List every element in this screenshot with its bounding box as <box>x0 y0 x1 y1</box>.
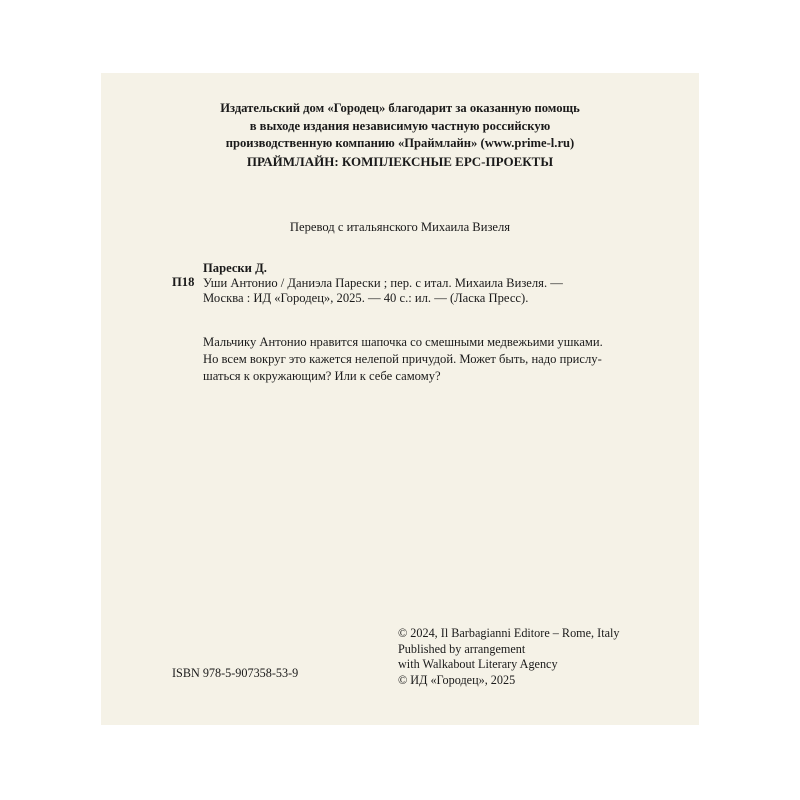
catalog-line: Уши Антонио / Даниэла Парески ; пер. с итал. Михаила Визеля. — <box>203 276 563 290</box>
copyright-line: © 2024, Il Barbagianni Editore – Rome, Italy <box>398 626 620 640</box>
copyright-block <box>398 626 688 688</box>
sponsor-line: в выходе издания независимую частную российскую <box>249 118 551 133</box>
catalog-author: Парески Д. <box>203 261 267 275</box>
isbn: ISBN 978-5-907358-53-9 <box>172 666 299 680</box>
annotation-line: шаться к окружающим? Или к себе самому? <box>203 369 441 384</box>
catalog-code: П18 <box>172 275 195 289</box>
bibliographic-record <box>203 261 603 306</box>
catalog-line: Москва : ИД «Городец», 2025. — 40 с.: ил. — (Ласка Пресс). <box>203 291 529 305</box>
annotation-line: Но всем вокруг это кажется нелепой причудой. Может быть, надо прислу- <box>203 352 602 367</box>
copyright-line: Published by arrangement <box>398 641 526 656</box>
sponsor-line: Издательский дом «Городец» благодарит за оказанную помощь <box>220 101 580 115</box>
annotation <box>203 334 633 386</box>
sponsor-line: производственную компанию «Праймлайн» (www.prime-l.ru) <box>225 136 575 151</box>
sponsor-acknowledgement <box>101 100 699 170</box>
translator-credit: Перевод с итальянского Михаила Визеля <box>289 220 511 234</box>
sponsor-headline: ПРАЙМЛАЙН: КОМПЛЕКСНЫЕ EPC-ПРОЕКТЫ <box>246 153 554 169</box>
copyright-line: © ИД «Городец», 2025 <box>398 672 516 687</box>
imprint-page <box>101 73 699 725</box>
annotation-line: Мальчику Антонио нравится шапочка со смешными медвежьими ушками. <box>203 335 603 349</box>
copyright-line: with Walkabout Literary Agency <box>398 657 558 672</box>
